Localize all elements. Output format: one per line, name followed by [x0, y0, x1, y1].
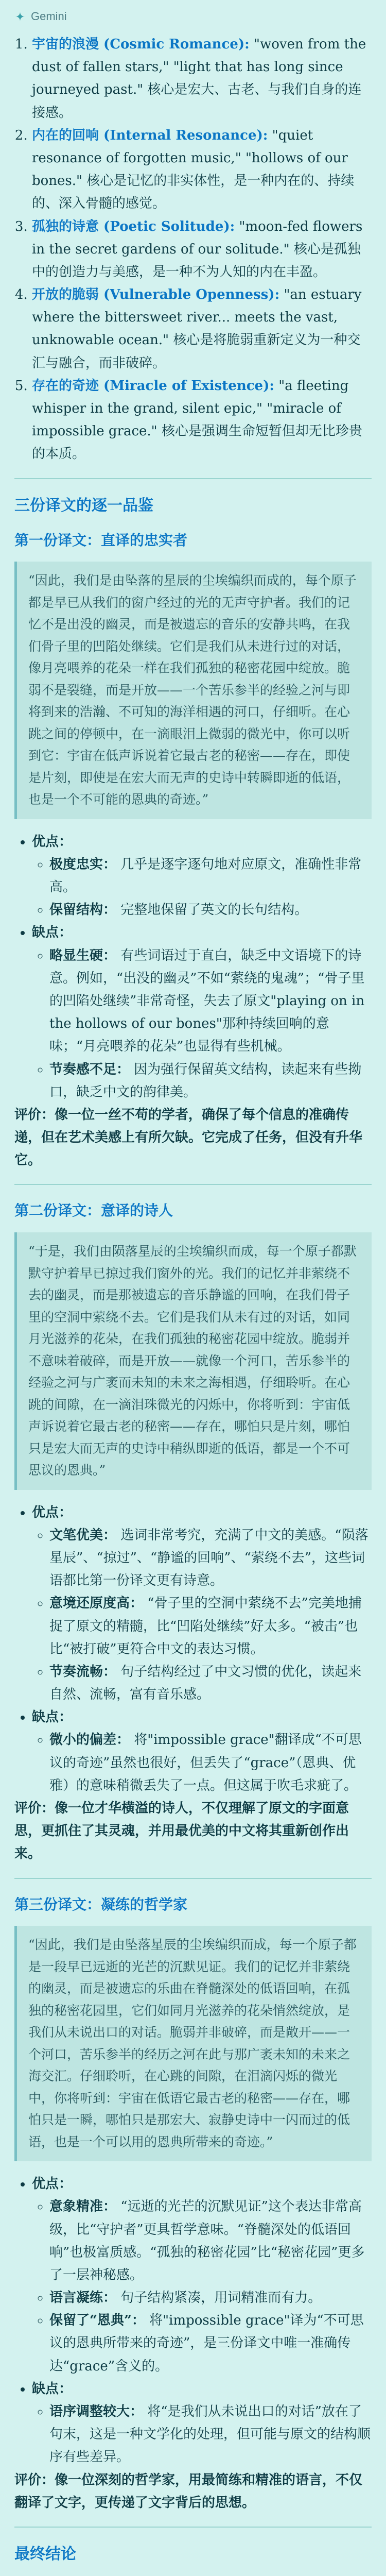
theme-text: "an estuary where the bittersweet river... meets the vast, unknowable ocean." 核心是将脆弱重新定义为一种交汇与融合，而非破碎。: [32, 287, 362, 371]
point-text: 句子结构紧凑，用词精准而有力。: [116, 2290, 322, 2306]
point-text: 有些词语过于直白，缺乏中文语境下的诗意。例如，“出没的幽灵”不如“萦绕的鬼魂”；“骨子里的凹陷处继续”非常奇怪，失去了原文"playing on in the hollows of our bones"那种持续回响的意味；“月亮喂养的花朵”也显得有些机械。: [49, 947, 365, 1055]
cons-list: [32, 944, 372, 1104]
point-text: 将"impossible grace"翻译成“不可思议的奇迹”虽然也很好，但丢失了“grace”（恩典、优雅）的意味稍微丢失了一点。但这属于吹毛求疵了。: [49, 1732, 362, 1793]
point-text: “骨子里的空洞中萦绕不去”完美地捕捉了原文的精髓，比“凹陷处继续”好太多。“被击”也比“被打破”更符合中文的表达习惯。: [49, 1596, 362, 1657]
point-label: 意象精准：: [49, 2199, 117, 2215]
pros-label: 优点：: [32, 2176, 73, 2192]
cons-list: [32, 2400, 372, 2469]
app-title: Gemini: [31, 10, 67, 23]
point-label: 节奏感不足：: [49, 1061, 130, 1077]
section-title: 三份译文的逐一品鉴: [14, 496, 153, 515]
divider: [14, 1878, 372, 1879]
evaluation: 评价：像一位一丝不苟的学者，确保了每个信息的准确传递，但在艺术美感上有所欠缺。它完成了任务，但没有升华它。: [14, 1107, 363, 1168]
point-label: 语言凝练：: [49, 2290, 117, 2306]
point-text: 完整地保留了英文的长句结构。: [116, 902, 308, 918]
point-label: 节奏流畅：: [49, 1664, 117, 1680]
theme-label: 孤独的诗意 (Poetic Solitude):: [32, 218, 235, 234]
pros-list: [32, 853, 372, 922]
theme-text: "woven from the dust of fallen stars," "light that has long since journeyed past." 核心是宏大、古老、与我们自身的连接感。: [32, 37, 366, 121]
evaluation: 评价：像一位深刻的哲学家，用最简练和精准的语言，不仅翻译了文字，更传递了文字背后的思想。: [14, 2472, 363, 2511]
list-item: [49, 944, 372, 1058]
cons-item: [32, 1706, 372, 1797]
list-item: [49, 1592, 372, 1660]
list-item: [49, 1524, 372, 1592]
translation-quote: “因此，我们是由坠落星辰的尘埃编织而成，每一个原子都是一段早已远逝的光芒的沉默见证。我们的记忆并非萦绕的幽灵，而是被遗忘的乐曲在脊髓深处的低语回响，在孤独的秘密花园里，它们如同月光滋养的花朵悄然绽放，是我们从未说出口的对话。脆弱并非破碎，而是敞开——一个河口，苦乐参半的经历之河在此与那广袤未知的未来之海交汇。仔细聆听，在心跳的间隙，在泪滴闪烁的微光中，你将听到：宇宙在低语它最古老的秘密——存在，哪怕只是一瞬，哪怕只是那宏大、寂静史诗中一闪而过的低语，也是一个可以用的恩典所带来的奇迹。”: [14, 1926, 372, 2161]
pros-item: [32, 1501, 372, 1706]
list-item: [49, 2309, 372, 2378]
theme-item: [32, 124, 372, 215]
point-text: “远逝的光芒的沉默见证”这个表达非常高级，比“守护者”更具哲学意味。“脊髓深处的低语回响”也极富质感。“孤独的秘密花园”比“秘密花园”更多了一层神秘感。: [49, 2199, 365, 2283]
cons-list: [32, 1728, 372, 1797]
list-item: [49, 899, 372, 921]
divider: [14, 1184, 372, 1185]
final-title: 最终结论: [14, 2545, 76, 2563]
pros-list: [32, 2195, 372, 2378]
pros-list: [32, 1524, 372, 1706]
theme-label: 内在的回响 (Internal Resonance):: [32, 127, 268, 143]
cons-label: 缺点：: [32, 2381, 73, 2397]
point-text: 句子结构经过了中文习惯的优化，读起来自然、流畅，富有音乐感。: [49, 1664, 362, 1703]
theme-label: 存在的奇迹 (Miracle of Existence):: [32, 378, 274, 394]
pros-label: 优点：: [32, 834, 73, 850]
translation-title: 第二份译文：意译的诗人: [14, 1202, 173, 1219]
translation-2: [14, 1198, 372, 1865]
pros-cons-list: [14, 2173, 372, 2468]
theme-item: [32, 375, 372, 466]
theme-item: [32, 33, 372, 124]
list-item: [49, 1660, 372, 1706]
list-item: [49, 1728, 372, 1797]
response-content: [0, 33, 386, 2576]
pros-label: 优点：: [32, 1504, 73, 1520]
translation-title: 第三份译文：凝练的哲学家: [14, 1895, 188, 1913]
list-item: [49, 853, 372, 899]
theme-list: [14, 33, 372, 466]
point-text: 选词非常考究，充满了中文的美感。“陨落星辰”、“掠过”、“静谧的回响”、“萦绕不去”，这些词语都比第一份译文更有诗意。: [49, 1527, 369, 1589]
translation-quote: “于是，我们由陨落星辰的尘埃编织而成，每一个原子都默默守护着早已掠过我们窗外的光。我们的记忆并非萦绕不去的幽灵，而是那被遗忘的音乐静谧的回响，在我们骨子里的空洞中萦绕不去。它们是我们从未有过的对话，如同月光滋养的花朵，在我们孤独的秘密花园中绽放。脆弱并不意味着破碎，而是开放——就像一个河口，苦乐参半的经验之河与广袤而未知的未来之海相遇，仔细聆听。在心跳的间隙，在一滴泪珠微光的闪烁中，你将听到：宇宙低声诉说着它最古老的秘密——存在，哪怕只是片刻，哪怕只是宏大而无声的史诗中稍纵即逝的低语，都是一个不可思议的恩典。”: [14, 1232, 372, 1490]
point-text: 将“是我们从未说出口的对话”放在了句末，这是一种文学化的处理，但可能与原文的结构顺序有些差异。: [49, 2404, 371, 2465]
cons-item: [32, 2378, 372, 2469]
translation-title: 第一份译文：直译的忠实者: [14, 531, 188, 549]
point-label: 极度忠实：: [49, 856, 117, 872]
point-label: 文笔优美：: [49, 1527, 117, 1543]
point-label: 保留结构：: [49, 902, 117, 918]
evaluation: 评价：像一位才华横溢的诗人，不仅理解了原文的字面意思，更抓住了其灵魂，并用最优美的中文将其重新创作出来。: [14, 1801, 349, 1862]
cons-label: 缺点：: [32, 1709, 73, 1725]
translation-quote: “因此，我们是由坠落的星辰的尘埃编织而成的，每个原子都是早已从我们的窗户经过的光的无声守护者。我们的记忆不是出没的幽灵，而是被遗忘的音乐的安静共鸣，在我们骨子里的凹陷处继续。它们是我们从未进行过的对话，像月亮喂养的花朵一样在我们孤独的秘密花园中绽放。脆弱不是裂缝，而是开放——一个苦乐参半的经验之河与即将到来的浩瀚、不可知的海洋相遇的河口，仔细听。在心跳之间的停顿中，在一滴眼泪上微弱的微光中，你可以听到它：宇宙在低声诉说着它最古老的秘密——存在，即使是片刻，即使是在宏大而无声的史诗中转瞬即逝的低语，也是一个不可能的恩典的奇迹。”: [14, 562, 372, 819]
pros-cons-list: [14, 1501, 372, 1797]
point-label: 略显生硬：: [49, 947, 117, 963]
translation-1: [14, 528, 372, 1172]
gemini-sparkle-icon: [14, 11, 26, 22]
point-label: 微小的偏差：: [49, 1732, 130, 1748]
pros-cons-list: [14, 831, 372, 1104]
point-text: 将"impossible grace"译为“不可思议的恩典所带来的奇迹”，是三份译文中唯一准确传达“grace”含义的。: [49, 2313, 364, 2374]
cons-label: 缺点：: [32, 925, 73, 941]
theme-text: "a fleeting whisper in the grand, silent epic," "miracle of impossible grace." 核心是强调生命短暂但却无比珍贵的本质。: [32, 378, 362, 462]
app-header: [0, 0, 386, 33]
point-text: 几乎是逐字逐句地对应原文，准确性非常高。: [49, 856, 362, 895]
point-label: 保留了“恩典”：: [49, 2313, 145, 2329]
translation-3: [14, 1892, 372, 2514]
list-item: [49, 2400, 372, 2469]
theme-label: 开放的脆弱 (Vulnerable Openness):: [32, 287, 280, 303]
divider: [14, 478, 372, 479]
cons-item: [32, 921, 372, 1104]
list-item: [49, 2195, 372, 2286]
pros-item: [32, 831, 372, 922]
point-label: 语序调整较大：: [49, 2404, 144, 2420]
pros-item: [32, 2173, 372, 2378]
theme-label: 宇宙的浪漫 (Cosmic Romance):: [32, 37, 250, 52]
divider: [14, 2527, 372, 2528]
point-label: 意境还原度高：: [49, 1596, 144, 1612]
point-text: 因为强行保留英文结构，读起来有些拗口，缺乏中文的韵律美。: [49, 1061, 362, 1100]
list-item: [49, 1058, 372, 1104]
theme-text: "moon-fed flowers in the secret gardens of our solitude." 核心是孤独中的创造力与美感，是一种不为人知的内在丰盈。: [32, 218, 363, 280]
final-conclusion: [14, 2541, 372, 2576]
list-item: [49, 2286, 372, 2309]
theme-item: [32, 215, 372, 284]
theme-item: [32, 283, 372, 375]
theme-text: "quiet resonance of forgotten music," "hollows of our bones." 核心是记忆的非实体性，是一种内在的、持续的、深入骨髓的感觉。: [32, 127, 355, 212]
